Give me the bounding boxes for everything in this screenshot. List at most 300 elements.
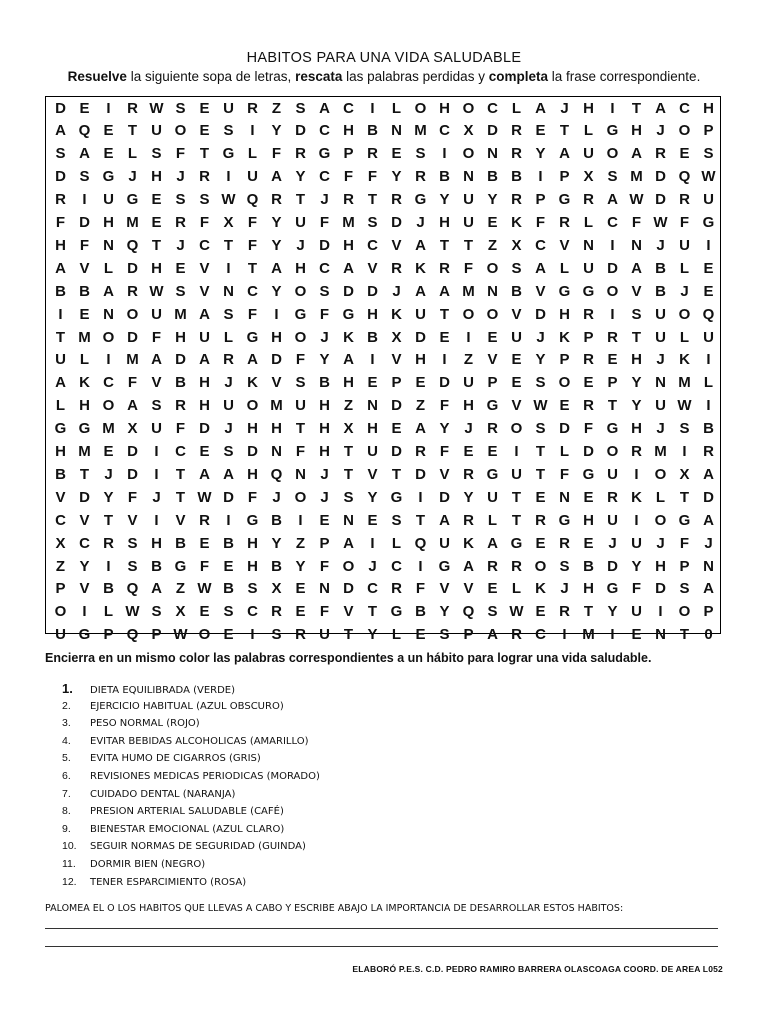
grid-letter[interactable]: L <box>79 351 90 369</box>
grid-letter[interactable]: P <box>391 374 402 392</box>
grid-letter[interactable]: O <box>678 305 691 323</box>
grid-letter[interactable]: E <box>223 557 234 575</box>
grid-letter[interactable]: K <box>343 328 354 346</box>
grid-letter[interactable]: J <box>224 374 233 392</box>
grid-letter[interactable]: I <box>154 465 159 483</box>
grid-letter[interactable]: G <box>78 420 91 438</box>
grid-letter[interactable]: V <box>79 259 90 277</box>
grid-letter[interactable]: U <box>223 99 234 117</box>
grid-letter[interactable]: M <box>462 282 475 300</box>
grid-letter[interactable]: P <box>55 580 66 598</box>
grid-letter[interactable]: R <box>631 443 642 460</box>
grid-letter[interactable]: Q <box>270 465 283 483</box>
grid-letter[interactable]: A <box>271 168 282 186</box>
grid-letter[interactable]: Y <box>367 488 378 506</box>
grid-letter[interactable]: A <box>199 305 210 323</box>
grid-letter[interactable]: B <box>223 534 234 552</box>
grid-letter[interactable]: R <box>103 534 114 552</box>
grid-letter[interactable]: L <box>655 488 666 506</box>
grid-letter[interactable]: V <box>151 374 162 392</box>
grid-letter[interactable]: D <box>439 488 450 506</box>
grid-letter[interactable]: T <box>367 603 378 621</box>
grid-letter[interactable]: O <box>606 145 619 163</box>
grid-letter[interactable]: E <box>367 511 378 529</box>
grid-letter[interactable]: Y <box>439 191 450 209</box>
grid-letter[interactable]: N <box>223 282 234 300</box>
grid-letter[interactable]: E <box>199 122 210 140</box>
grid-letter[interactable]: J <box>656 534 665 552</box>
grid-letter[interactable]: H <box>655 557 666 575</box>
grid-letter[interactable]: J <box>176 168 185 186</box>
grid-letter[interactable]: R <box>415 443 426 460</box>
grid-letter[interactable]: D <box>127 443 138 460</box>
grid-letter[interactable]: W <box>197 580 212 598</box>
grid-letter[interactable]: E <box>199 603 210 621</box>
grid-letter[interactable]: G <box>390 488 403 506</box>
grid-letter[interactable]: K <box>679 351 690 369</box>
grid-letter[interactable]: S <box>631 305 642 323</box>
grid-letter[interactable]: O <box>510 420 523 438</box>
grid-letter[interactable]: Q <box>678 168 691 186</box>
grid-letter[interactable]: M <box>102 420 115 438</box>
grid-letter[interactable]: J <box>104 465 113 483</box>
grid-letter[interactable]: H <box>55 443 66 460</box>
grid-letter[interactable]: O <box>606 282 619 300</box>
grid-letter[interactable]: C <box>319 168 330 186</box>
grid-letter[interactable]: W <box>173 626 188 644</box>
grid-letter[interactable]: D <box>655 580 666 598</box>
grid-letter[interactable]: S <box>535 420 546 438</box>
grid-letter[interactable]: K <box>535 580 546 598</box>
grid-letter[interactable]: E <box>199 443 210 460</box>
grid-letter[interactable]: A <box>607 191 618 209</box>
grid-letter[interactable]: L <box>703 374 714 392</box>
grid-letter[interactable]: U <box>319 626 330 644</box>
grid-letter[interactable]: S <box>127 557 138 575</box>
grid-letter[interactable]: H <box>439 214 450 231</box>
grid-letter[interactable]: I <box>226 168 231 186</box>
grid-letter[interactable]: D <box>199 420 210 438</box>
grid-letter[interactable]: K <box>511 214 522 231</box>
grid-letter[interactable]: D <box>343 580 354 598</box>
grid-letter[interactable]: J <box>320 328 329 346</box>
grid-letter[interactable]: H <box>583 511 594 529</box>
grid-letter[interactable]: U <box>583 145 594 163</box>
grid-letter[interactable]: L <box>223 328 234 346</box>
grid-letter[interactable]: I <box>418 557 423 575</box>
grid-letter[interactable]: R <box>583 397 594 415</box>
grid-letter[interactable]: O <box>462 145 475 163</box>
grid-letter[interactable]: J <box>680 282 689 300</box>
grid-letter[interactable]: U <box>631 603 642 621</box>
grid-letter[interactable]: V <box>631 282 642 300</box>
grid-letter[interactable]: B <box>271 511 282 529</box>
grid-letter[interactable]: J <box>560 580 569 598</box>
grid-letter[interactable]: Y <box>463 488 474 506</box>
grid-letter[interactable]: L <box>55 397 66 415</box>
grid-letter[interactable]: E <box>583 534 594 552</box>
grid-letter[interactable]: E <box>535 603 546 621</box>
grid-letter[interactable]: J <box>224 420 233 438</box>
grid-letter[interactable]: R <box>487 557 498 575</box>
grid-letter[interactable]: A <box>151 351 162 369</box>
grid-letter[interactable]: A <box>415 420 426 438</box>
grid-letter[interactable]: K <box>79 374 90 392</box>
grid-letter[interactable]: F <box>319 603 330 621</box>
grid-letter[interactable]: F <box>247 236 258 254</box>
grid-letter[interactable]: H <box>151 168 162 186</box>
grid-letter[interactable]: D <box>79 488 90 506</box>
grid-letter[interactable]: L <box>391 626 402 644</box>
grid-letter[interactable]: F <box>535 214 546 231</box>
grid-letter[interactable]: D <box>415 465 426 483</box>
grid-letter[interactable]: N <box>319 580 330 598</box>
grid-letter[interactable]: N <box>559 488 570 506</box>
grid-letter[interactable]: R <box>655 145 666 163</box>
grid-letter[interactable]: V <box>511 305 522 323</box>
grid-letter[interactable]: S <box>271 626 282 644</box>
grid-letter[interactable]: H <box>319 420 330 438</box>
grid-letter[interactable]: H <box>247 557 258 575</box>
grid-letter[interactable]: N <box>631 236 642 254</box>
grid-letter[interactable]: S <box>559 557 570 575</box>
grid-letter[interactable]: G <box>582 282 595 300</box>
grid-letter[interactable]: D <box>175 351 186 369</box>
grid-letter[interactable]: E <box>199 534 210 552</box>
grid-letter[interactable]: G <box>486 397 499 415</box>
grid-letter[interactable]: G <box>414 191 427 209</box>
grid-letter[interactable]: A <box>703 580 714 598</box>
grid-letter[interactable]: J <box>320 488 329 506</box>
grid-letter[interactable]: K <box>391 305 402 323</box>
grid-letter[interactable]: B <box>175 374 186 392</box>
grid-letter[interactable]: M <box>414 122 427 140</box>
grid-letter[interactable]: F <box>559 465 570 483</box>
grid-letter[interactable]: A <box>79 145 90 163</box>
grid-letter[interactable]: T <box>367 191 378 209</box>
grid-letter[interactable]: S <box>319 282 330 300</box>
grid-letter[interactable]: F <box>175 420 186 438</box>
grid-letter[interactable]: O <box>486 259 499 277</box>
grid-letter[interactable]: A <box>655 99 666 117</box>
grid-letter[interactable]: A <box>151 580 162 598</box>
grid-letter[interactable]: P <box>103 626 114 644</box>
grid-letter[interactable]: S <box>439 626 450 644</box>
grid-letter[interactable]: B <box>655 259 666 277</box>
grid-letter[interactable]: L <box>583 122 594 140</box>
grid-letter[interactable]: K <box>247 374 258 392</box>
grid-letter[interactable]: U <box>151 420 162 438</box>
grid-letter[interactable]: C <box>199 236 210 254</box>
grid-letter[interactable]: R <box>295 145 306 163</box>
grid-letter[interactable]: N <box>367 397 378 415</box>
grid-letter[interactable]: B <box>271 557 282 575</box>
grid-letter[interactable]: S <box>391 511 402 529</box>
grid-letter[interactable]: D <box>535 305 546 323</box>
grid-letter[interactable]: F <box>271 145 282 163</box>
grid-letter[interactable]: C <box>535 236 546 254</box>
grid-letter[interactable]: I <box>154 511 159 529</box>
grid-letter[interactable]: N <box>103 305 114 323</box>
grid-letter[interactable]: E <box>487 328 498 346</box>
grid-letter[interactable]: C <box>55 511 66 529</box>
grid-letter[interactable]: H <box>343 122 354 140</box>
grid-letter[interactable]: D <box>391 214 402 231</box>
grid-letter[interactable]: W <box>701 168 716 186</box>
grid-letter[interactable]: G <box>246 511 259 529</box>
grid-letter[interactable]: R <box>583 351 594 369</box>
grid-letter[interactable]: I <box>610 99 615 117</box>
grid-letter[interactable]: S <box>127 534 138 552</box>
grid-letter[interactable]: A <box>487 534 498 552</box>
grid-letter[interactable]: H <box>559 305 570 323</box>
grid-letter[interactable]: W <box>125 603 140 621</box>
grid-letter[interactable]: M <box>654 443 667 460</box>
grid-letter[interactable]: L <box>487 511 498 529</box>
grid-letter[interactable]: N <box>703 557 714 575</box>
grid-letter[interactable]: J <box>320 191 329 209</box>
grid-letter[interactable]: F <box>343 168 354 186</box>
grid-letter[interactable]: G <box>606 122 619 140</box>
grid-letter[interactable]: U <box>151 305 162 323</box>
grid-letter[interactable]: E <box>703 259 714 277</box>
grid-letter[interactable]: S <box>199 191 210 209</box>
grid-letter[interactable]: Y <box>103 488 114 506</box>
grid-letter[interactable]: F <box>415 580 426 598</box>
grid-letter[interactable]: O <box>126 305 139 323</box>
grid-letter[interactable]: F <box>127 488 138 506</box>
grid-letter[interactable]: R <box>199 168 210 186</box>
grid-letter[interactable]: Y <box>367 626 378 644</box>
grid-letter[interactable]: W <box>677 397 692 415</box>
grid-letter[interactable]: U <box>463 214 474 231</box>
grid-letter[interactable]: R <box>343 191 354 209</box>
grid-letter[interactable]: E <box>415 626 426 644</box>
grid-letter[interactable]: U <box>487 488 498 506</box>
grid-letter[interactable]: D <box>79 214 90 231</box>
grid-letter[interactable]: R <box>463 511 474 529</box>
grid-letter[interactable]: B <box>103 580 114 598</box>
grid-letter[interactable]: T <box>175 488 186 506</box>
grid-letter[interactable]: C <box>679 99 690 117</box>
grid-letter[interactable]: W <box>653 214 668 231</box>
grid-letter[interactable]: A <box>415 282 426 300</box>
grid-letter[interactable]: D <box>583 443 594 460</box>
grid-letter[interactable]: C <box>343 99 354 117</box>
grid-letter[interactable]: D <box>391 397 402 415</box>
grid-letter[interactable]: F <box>247 305 258 323</box>
grid-letter[interactable]: Q <box>414 534 427 552</box>
grid-letter[interactable]: A <box>559 145 570 163</box>
grid-letter[interactable]: Y <box>295 557 306 575</box>
grid-letter[interactable]: T <box>511 511 522 529</box>
grid-letter[interactable]: H <box>295 259 306 277</box>
grid-letter[interactable]: A <box>55 374 66 392</box>
grid-letter[interactable]: X <box>271 580 282 598</box>
grid-letter[interactable]: U <box>703 191 714 209</box>
grid-letter[interactable]: O <box>486 305 499 323</box>
grid-letter[interactable]: V <box>79 580 90 598</box>
grid-letter[interactable]: I <box>250 122 255 140</box>
grid-letter[interactable]: S <box>223 122 234 140</box>
grid-letter[interactable]: G <box>318 145 331 163</box>
grid-letter[interactable]: O <box>654 511 667 529</box>
grid-letter[interactable]: U <box>439 534 450 552</box>
grid-letter[interactable]: O <box>198 626 211 644</box>
grid-letter[interactable]: O <box>294 282 307 300</box>
grid-letter[interactable]: Y <box>439 603 450 621</box>
grid-letter[interactable]: F <box>151 328 162 346</box>
grid-letter[interactable]: A <box>103 282 114 300</box>
grid-letter[interactable]: X <box>391 328 402 346</box>
grid-letter[interactable]: R <box>607 328 618 346</box>
grid-letter[interactable]: A <box>703 511 714 529</box>
grid-letter[interactable]: R <box>511 557 522 575</box>
grid-letter[interactable]: T <box>55 328 66 346</box>
grid-letter[interactable]: N <box>391 122 402 140</box>
grid-letter[interactable]: G <box>342 305 355 323</box>
grid-letter[interactable]: T <box>343 626 354 644</box>
grid-letter[interactable]: D <box>319 236 330 254</box>
grid-letter[interactable]: Z <box>415 397 426 415</box>
grid-letter[interactable]: I <box>274 305 279 323</box>
grid-letter[interactable]: N <box>463 168 474 186</box>
grid-letter[interactable]: H <box>343 236 354 254</box>
grid-letter[interactable]: L <box>511 99 522 117</box>
grid-letter[interactable]: M <box>342 214 355 231</box>
grid-letter[interactable]: Y <box>271 236 282 254</box>
grid-letter[interactable]: Q <box>702 305 715 323</box>
grid-letter[interactable]: H <box>247 534 258 552</box>
grid-letter[interactable]: G <box>606 420 619 438</box>
grid-letter[interactable]: O <box>246 397 259 415</box>
grid-letter[interactable]: E <box>607 351 618 369</box>
grid-letter[interactable]: L <box>247 145 258 163</box>
grid-letter[interactable]: A <box>319 99 330 117</box>
grid-letter[interactable]: Z <box>271 99 282 117</box>
grid-letter[interactable]: E <box>487 214 498 231</box>
grid-letter[interactable]: P <box>535 191 546 209</box>
grid-letter[interactable]: T <box>535 465 546 483</box>
grid-letter[interactable]: Y <box>631 397 642 415</box>
grid-letter[interactable]: T <box>391 465 402 483</box>
grid-letter[interactable]: U <box>223 397 234 415</box>
grid-letter[interactable]: U <box>247 168 258 186</box>
grid-letter[interactable]: T <box>679 488 690 506</box>
grid-letter[interactable]: F <box>463 259 474 277</box>
grid-letter[interactable]: E <box>79 99 90 117</box>
grid-letter[interactable]: E <box>511 351 522 369</box>
grid-letter[interactable]: D <box>559 420 570 438</box>
grid-letter[interactable]: F <box>631 580 642 598</box>
grid-letter[interactable]: T <box>511 488 522 506</box>
grid-letter[interactable]: U <box>415 305 426 323</box>
grid-letter[interactable]: C <box>391 557 402 575</box>
grid-letter[interactable]: I <box>250 626 255 644</box>
grid-letter[interactable]: J <box>392 282 401 300</box>
grid-letter[interactable]: V <box>127 511 138 529</box>
grid-letter[interactable]: V <box>559 236 570 254</box>
grid-letter[interactable]: I <box>442 351 447 369</box>
grid-letter[interactable]: E <box>511 374 522 392</box>
grid-letter[interactable]: R <box>439 259 450 277</box>
grid-letter[interactable]: R <box>607 488 618 506</box>
grid-letter[interactable]: D <box>415 328 426 346</box>
grid-letter[interactable]: N <box>655 626 666 644</box>
grid-letter[interactable]: E <box>703 282 714 300</box>
grid-letter[interactable]: I <box>706 236 711 254</box>
grid-letter[interactable]: A <box>463 557 474 575</box>
grid-letter[interactable]: U <box>679 236 690 254</box>
grid-letter[interactable]: F <box>199 214 210 231</box>
grid-letter[interactable]: U <box>511 465 522 483</box>
grid-letter[interactable]: T <box>463 236 474 254</box>
grid-letter[interactable]: I <box>106 99 111 117</box>
grid-letter[interactable]: S <box>415 145 426 163</box>
grid-letter[interactable]: E <box>391 145 402 163</box>
grid-letter[interactable]: R <box>463 465 474 483</box>
grid-letter[interactable]: T <box>631 328 642 346</box>
grid-letter[interactable]: M <box>630 168 643 186</box>
grid-letter[interactable]: A <box>55 259 66 277</box>
grid-letter[interactable]: R <box>271 191 282 209</box>
grid-letter[interactable]: G <box>126 191 139 209</box>
grid-letter[interactable]: S <box>343 488 354 506</box>
grid-letter[interactable]: S <box>295 99 306 117</box>
grid-letter[interactable]: G <box>606 580 619 598</box>
grid-letter[interactable]: L <box>559 259 570 277</box>
grid-letter[interactable]: R <box>391 580 402 598</box>
grid-letter[interactable]: L <box>127 145 138 163</box>
grid-letter[interactable]: I <box>418 488 423 506</box>
grid-letter[interactable]: D <box>607 557 618 575</box>
grid-letter[interactable]: L <box>391 534 402 552</box>
grid-letter[interactable]: O <box>462 305 475 323</box>
grid-letter[interactable]: E <box>679 145 690 163</box>
grid-letter[interactable]: J <box>656 122 665 140</box>
grid-letter[interactable]: F <box>679 214 690 231</box>
grid-letter[interactable]: O <box>678 122 691 140</box>
grid-letter[interactable]: C <box>367 236 378 254</box>
grid-letter[interactable]: J <box>656 236 665 254</box>
grid-letter[interactable]: U <box>295 214 306 231</box>
grid-letter[interactable]: H <box>175 328 186 346</box>
grid-letter[interactable]: H <box>463 397 474 415</box>
grid-letter[interactable]: Z <box>295 534 306 552</box>
grid-letter[interactable]: H <box>151 259 162 277</box>
grid-letter[interactable]: R <box>535 511 546 529</box>
grid-letter[interactable]: T <box>631 99 642 117</box>
grid-letter[interactable]: N <box>487 282 498 300</box>
grid-letter[interactable]: R <box>559 603 570 621</box>
grid-letter[interactable]: G <box>558 191 571 209</box>
grid-letter[interactable]: M <box>270 397 283 415</box>
grid-letter[interactable]: E <box>487 580 498 598</box>
grid-letter[interactable]: G <box>174 557 187 575</box>
grid-letter[interactable]: R <box>679 191 690 209</box>
grid-letter[interactable]: O <box>462 99 475 117</box>
grid-letter[interactable]: O <box>654 465 667 483</box>
grid-letter[interactable]: D <box>391 443 402 460</box>
grid-letter[interactable]: I <box>154 443 159 460</box>
grid-letter[interactable]: H <box>103 214 114 231</box>
grid-letter[interactable]: S <box>79 168 90 186</box>
grid-letter[interactable]: K <box>463 534 474 552</box>
grid-letter[interactable]: A <box>343 351 354 369</box>
grid-letter[interactable]: J <box>176 236 185 254</box>
grid-letter[interactable]: B <box>511 168 522 186</box>
grid-letter[interactable]: A <box>439 511 450 529</box>
